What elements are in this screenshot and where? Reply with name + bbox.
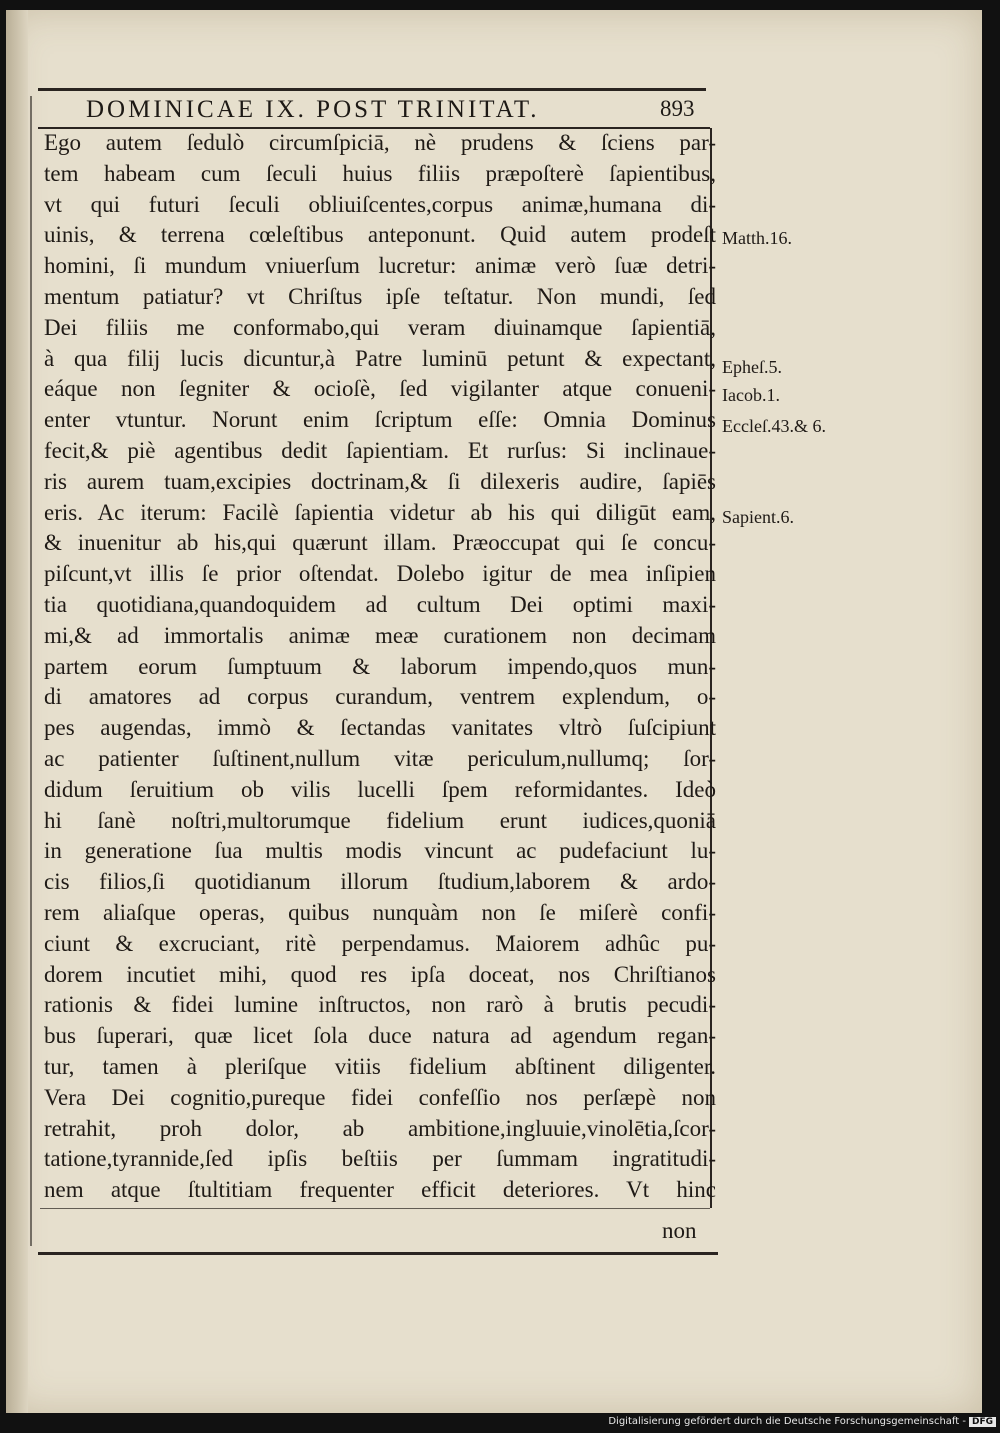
text-line: à qua filij lucis dicuntur,à Patre luminū petunt & expectant,: [44, 345, 716, 371]
text-line: Dei filiis me conformabo,qui veram diuinamque ſapientiā,: [44, 314, 716, 340]
left-frame-rule: [30, 96, 32, 1246]
text-line: enter vtuntur. Norunt enim ſcriptum eſſe: Omnia Dominus: [44, 407, 716, 433]
text-line: Vera Dei cognitio,pureque fidei confeſſio nos perſæpè non: [44, 1084, 716, 1110]
page-number: 893: [660, 96, 695, 121]
text-line: dorem incutiet mihi, quod res ipſa doceat, nos Chriſtianos: [44, 961, 716, 987]
dfg-logo: DFG: [969, 1417, 996, 1427]
body-text: [44, 128, 716, 1206]
text-line: piſcunt,vt illis ſe prior oſtendat. Dolebo igitur de mea inſipien: [44, 561, 716, 587]
text-line: ris aurem tuam,excipies doctrinam,& ſi dilexeris audire, ſapiēs: [44, 468, 716, 494]
text-line: cis filios,ſi quotidianum illorum ſtudium,laborem & ardo-: [44, 869, 716, 895]
text-line: mi,& ad immortalis animæ meæ curationem non decimam: [44, 622, 716, 648]
text-line: fecit,& piè agentibus dedit ſapientiam. Et rurſus: Si inclinaue-: [44, 437, 716, 463]
text-line: tem habeam cum ſeculi huius filiis præpoſterè ſapientibus,: [44, 160, 716, 186]
text-line: hi ſanè noſtri,multorumque fidelium erunt iudices,quoniā: [44, 807, 716, 833]
text-line: homini, ſi mundum vniuerſum lucretur: animæ verò ſuæ detri-: [44, 253, 716, 279]
text-line: ac patienter ſuſtinent,nullum vitæ periculum,nullumq; ſor-: [44, 745, 716, 771]
text-line: & inuenitur ab his,qui quærunt illam. Præoccupat qui ſe concu-: [44, 530, 716, 556]
text-line: vt qui futuri ſeculi obliuiſcentes,corpus animæ,humana di-: [44, 191, 716, 217]
text-line: rationis & fidei lumine inſtructos, non rarò à brutis pecudi-: [44, 992, 716, 1018]
text-line: bus ſuperari, quæ licet ſola duce natura ad agendum regan-: [44, 1023, 716, 1049]
page-gutter-shadow: [6, 10, 28, 1413]
footer-rule-thin: [40, 1208, 710, 1209]
credit-text: Digitalisierung gefördert durch die Deutsche Forschungsgemeinschaft -: [608, 1416, 966, 1427]
text-line: tur, tamen à pleriſque vitiis fidelium abſtinent diligenter.: [44, 1053, 716, 1079]
marginal-note: Epheſ.5.: [722, 357, 782, 377]
running-title: DOMINICAE IX. POST TRINITAT.: [86, 96, 540, 123]
text-line: uinis, & terrena cœleſtibus anteponunt. Quid autem prodeſt: [44, 222, 716, 248]
text-line: retrahit, proh dolor, ab ambitione,ingluuie,vinolētia,ſcor-: [44, 1115, 716, 1141]
catchword: non: [662, 1218, 697, 1243]
text-line: in generatione ſua multis modis vincunt ac pudefaciunt lu-: [44, 838, 716, 864]
text-line: mentum patiatur? vt Chriſtus ipſe teſtatur. Non mundi, ſed: [44, 283, 716, 309]
marginal-note: Sapient.6.: [722, 507, 794, 527]
text-line: Ego autem ſedulò circumſpiciā, nè prudens & ſciens par-: [44, 130, 716, 155]
footer-rule: [38, 1252, 718, 1255]
header-rule-top: [38, 88, 706, 91]
text-line: eáque non ſegniter & ocioſè, ſed vigilanter atque conueni-: [44, 376, 716, 402]
marginal-note: Matth.16.: [722, 228, 792, 248]
text-line: nem atque ſtultitiam frequenter efficit deteriores. Vt hinc: [44, 1177, 716, 1203]
marginal-note: Eccleſ.43.& 6.: [722, 416, 826, 436]
text-line: tia quotidiana,quandoquidem ad cultum Dei optimi maxi-: [44, 591, 716, 617]
text-line: eris. Ac iterum: Facilè ſapientia videtur ab his qui diligūt eam,: [44, 499, 716, 525]
digitization-credit: [600, 1416, 996, 1427]
text-line: partem eorum ſumptuum & laborum impendo,quos mun-: [44, 653, 716, 679]
marginal-note: Iacob.1.: [722, 385, 780, 405]
text-line: tatione,tyrannide,ſed ipſis beſtiis per ſummam ingratitudi-: [44, 1146, 716, 1172]
text-line: di amatores ad corpus curandum, ventrem explendum, o-: [44, 684, 716, 710]
text-line: didum ſeruitium ob vilis lucelli ſpem reformidantes. Ideò: [44, 776, 716, 802]
text-line: ciunt & excruciant, ritè perpendamus. Maiorem adhûc pu-: [44, 930, 716, 956]
text-line: rem aliaſque operas, quibus nunquàm non ſe miſerè confi-: [44, 899, 716, 925]
text-line: pes augendas, immò & ſectandas vanitates vltrò ſuſcipiunt: [44, 715, 716, 741]
